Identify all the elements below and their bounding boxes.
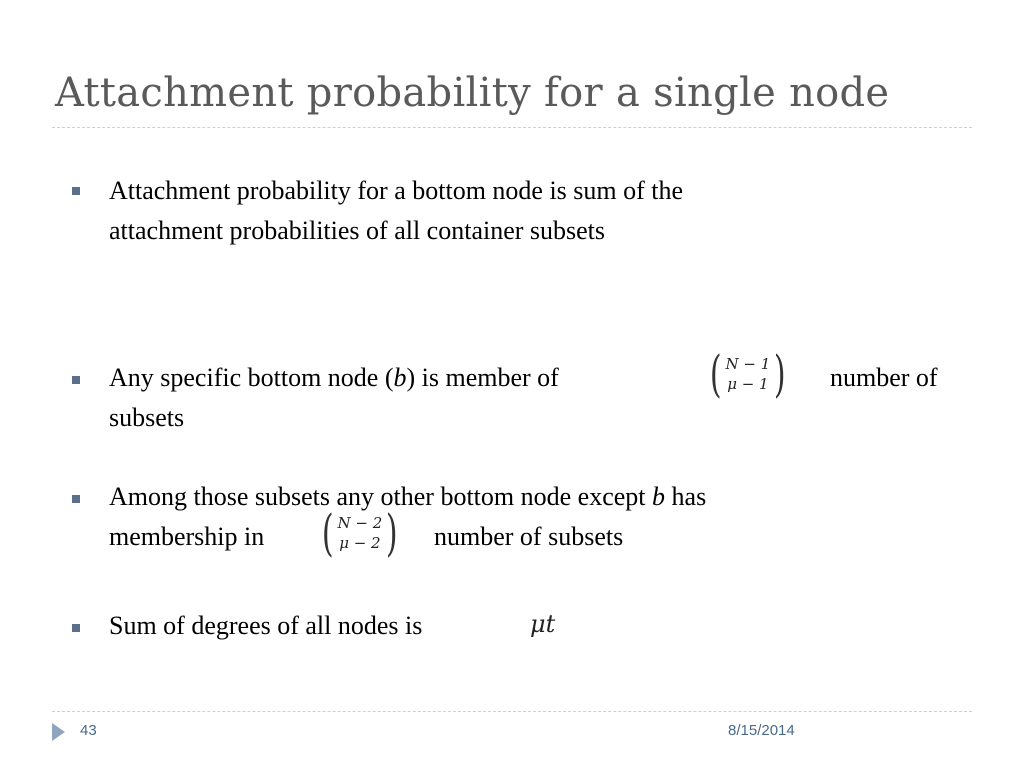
bullet-4-line-1: Sum of degrees of all nodes is: [109, 611, 423, 640]
bullet-3-line-2-post: number of subsets: [434, 522, 624, 551]
bullet-2-line-1: [109, 358, 559, 398]
page-number: 43: [80, 722, 97, 739]
bullet-2-text-mid: ) is member of: [406, 363, 559, 392]
binomial-n1-mu1: ( N − 1 μ − 1 ): [709, 345, 786, 403]
slide-title: Attachment probability for a single node: [55, 70, 890, 116]
bullet-3-line-1: [109, 477, 706, 517]
bullet-2-line-2: subsets: [109, 403, 185, 432]
footer-divider: [52, 711, 972, 712]
binomial-top: N − 1: [725, 355, 771, 373]
binomial-bottom: μ − 1: [727, 375, 769, 393]
bullet-3-text-pre: Among those subsets any other bottom node except: [109, 482, 653, 511]
bullet-2-text-pre: Any specific bottom node (: [109, 363, 394, 392]
binomial-n2-mu2: ( N − 2 μ − 2 ): [321, 504, 398, 562]
bullet-3-text-post: has: [665, 482, 707, 511]
bullet-2-text-post: number of: [830, 363, 938, 392]
bullet-1-line-2: attachment probabilities of all container subsets: [109, 216, 606, 245]
binomial-bottom: μ − 2: [339, 534, 381, 552]
slide-date: 8/15/2014: [728, 722, 795, 739]
variable-b: b: [652, 482, 666, 511]
bullet-1-line-1: Attachment probability for a bottom node is sum of the: [109, 176, 684, 205]
bullet-marker: [72, 624, 80, 632]
play-arrow-icon: [52, 723, 65, 741]
math-mu-t: μt: [530, 610, 556, 638]
bullet-marker: [72, 376, 80, 384]
bullet-marker: [72, 187, 80, 195]
binomial-top: N − 2: [337, 514, 383, 532]
variable-b: b: [393, 363, 407, 392]
title-divider: [52, 127, 972, 128]
bullet-3-line-2-pre: membership in: [109, 522, 265, 551]
bullet-marker: [72, 495, 80, 503]
